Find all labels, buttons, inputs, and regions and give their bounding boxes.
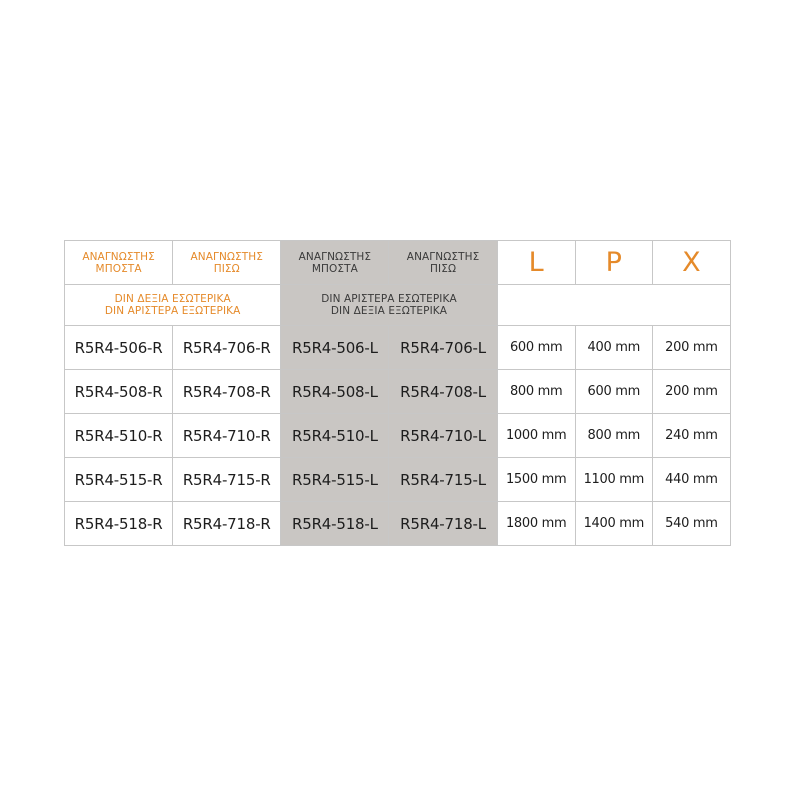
header-cell-reader-post-left: ΑΝΑΓΝΩΣΤΗΣ ΜΠΟΣΤΑ — [281, 241, 389, 285]
part-code-cell: R5R4-510-L — [281, 414, 389, 458]
dimension-L-cell: 1800 mm — [497, 502, 575, 546]
part-code-cell: R5R4-508-L — [281, 370, 389, 414]
header-cell-X: X — [652, 241, 730, 285]
part-code-cell: R5R4-518-R — [65, 502, 173, 546]
table-row — [65, 502, 731, 546]
table-row — [65, 370, 731, 414]
header-cell-reader-back-left: ΑΝΑΓΝΩΣΤΗΣ ΠΙΣΩ — [389, 241, 497, 285]
subheader-right-group: DIN ΔΕΞΙΑ ΕΣΩΤΕΡΙΚΑ DIN ΑΡΙΣΤΕΡΑ ΕΞΩΤΕΡΙΚΑ — [65, 285, 281, 326]
part-code-cell: R5R4-506-L — [281, 326, 389, 370]
part-code-cell: R5R4-715-L — [389, 458, 497, 502]
header-cell-L: L — [497, 241, 575, 285]
dimension-P-cell: 800 mm — [575, 414, 652, 458]
dimension-X-cell: 540 mm — [652, 502, 730, 546]
part-code-cell: R5R4-706-R — [173, 326, 281, 370]
part-code-cell: R5R4-718-R — [173, 502, 281, 546]
part-code-cell: R5R4-510-R — [65, 414, 173, 458]
part-code-cell: R5R4-508-R — [65, 370, 173, 414]
header-row — [65, 241, 731, 285]
subheader-left-group: DIN ΑΡΙΣΤΕΡΑ ΕΣΩΤΕΡΙΚΑ DIN ΔΕΞΙΑ ΕΞΩΤΕΡΙΚΑ — [281, 285, 497, 326]
part-code-cell: R5R4-715-R — [173, 458, 281, 502]
part-code-cell: R5R4-708-R — [173, 370, 281, 414]
part-code-cell: R5R4-515-L — [281, 458, 389, 502]
dimension-P-cell: 600 mm — [575, 370, 652, 414]
dimension-L-cell: 800 mm — [497, 370, 575, 414]
part-code-cell: R5R4-710-R — [173, 414, 281, 458]
subheader-row — [65, 285, 731, 326]
part-code-cell: R5R4-718-L — [389, 502, 497, 546]
dimension-L-cell: 1000 mm — [497, 414, 575, 458]
dimension-P-cell: 400 mm — [575, 326, 652, 370]
table-row — [65, 458, 731, 502]
dimension-P-cell: 1100 mm — [575, 458, 652, 502]
dimension-X-cell: 200 mm — [652, 370, 730, 414]
part-code-cell: R5R4-506-R — [65, 326, 173, 370]
dimension-X-cell: 440 mm — [652, 458, 730, 502]
part-code-cell: R5R4-518-L — [281, 502, 389, 546]
dimension-L-cell: 600 mm — [497, 326, 575, 370]
part-code-cell: R5R4-515-R — [65, 458, 173, 502]
table-row — [65, 326, 731, 370]
subheader-empty-cell — [497, 285, 730, 326]
dimension-X-cell: 200 mm — [652, 326, 730, 370]
header-cell-reader-back-right: ΑΝΑΓΝΩΣΤΗΣ ΠΙΣΩ — [173, 241, 281, 285]
part-code-cell: R5R4-710-L — [389, 414, 497, 458]
header-cell-P: P — [575, 241, 652, 285]
dimension-P-cell: 1400 mm — [575, 502, 652, 546]
part-code-cell: R5R4-708-L — [389, 370, 497, 414]
table-row — [65, 414, 731, 458]
header-cell-reader-post-right: ΑΝΑΓΝΩΣΤΗΣ ΜΠΟΣΤΑ — [65, 241, 173, 285]
dimension-L-cell: 1500 mm — [497, 458, 575, 502]
dimension-X-cell: 240 mm — [652, 414, 730, 458]
product-spec-table — [64, 240, 731, 546]
part-code-cell: R5R4-706-L — [389, 326, 497, 370]
